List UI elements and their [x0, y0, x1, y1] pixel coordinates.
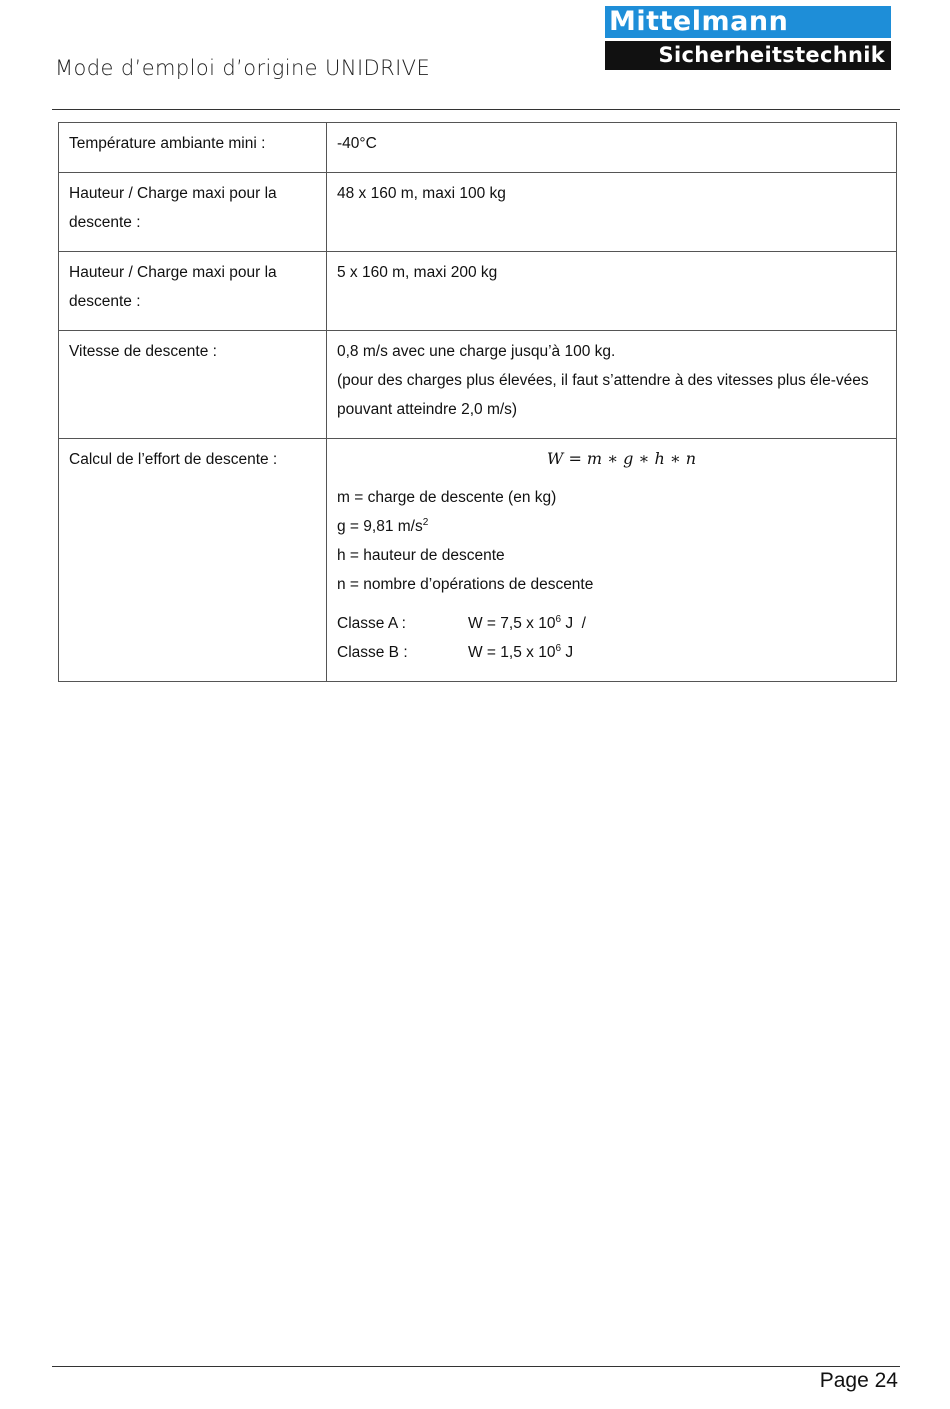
row-label: Hauteur / Charge maxi pour la descente : [59, 252, 327, 331]
class-b-unit: J [561, 644, 574, 661]
logo-bottom-text: Sicherheitstechnik [605, 41, 891, 70]
class-a-unit: J / [561, 615, 586, 632]
row-label: Calcul de l’effort de descente : [59, 439, 327, 682]
class-a-row [337, 609, 886, 638]
row-label: Vitesse de descente : [59, 331, 327, 439]
row-label: Hauteur / Charge maxi pour la descente : [59, 173, 327, 252]
specification-table [58, 122, 897, 682]
table-row [59, 173, 897, 252]
row-value [327, 331, 897, 439]
class-b-label: Classe B : [337, 644, 408, 661]
speed-value: 0,8 m/s avec une charge jusqu’à 100 kg. [337, 343, 616, 360]
row-label: Température ambiante mini : [59, 123, 327, 173]
definition-g-text: g = 9,81 m/s [337, 518, 423, 535]
page-number: Page 24 [819, 1369, 898, 1392]
class-b-base: W = 1,5 x 10 [468, 644, 556, 661]
definition-h: h = hauteur de descente [337, 547, 505, 564]
class-a-base: W = 7,5 x 10 [468, 615, 556, 632]
speed-note: (pour des charges plus élevées, il faut s’attendre à des vitesses plus éle-vées pouvant atteindre 2,0 m/s) [337, 372, 869, 418]
class-list [337, 609, 886, 667]
class-a-label: Classe A : [337, 615, 406, 632]
definition-g [337, 512, 886, 541]
formula: W = m ∗ g ∗ h ∗ n [546, 449, 697, 468]
class-b-exponent: 6 [555, 643, 562, 654]
class-b-row [337, 638, 886, 667]
table-row [59, 439, 897, 682]
definition-g-exponent: 2 [422, 517, 429, 528]
table-row [59, 123, 897, 173]
class-a-value [468, 609, 586, 638]
table-row [59, 331, 897, 439]
document-title: Mode d’emploi d’origine UNIDRIVE [55, 56, 431, 80]
row-value: 5 x 160 m, maxi 200 kg [327, 252, 897, 331]
mittelmann-logo [605, 6, 891, 70]
class-b-value [468, 638, 573, 667]
definition-n: n = nombre d’opérations de descente [337, 576, 594, 593]
row-value: 48 x 160 m, maxi 100 kg [327, 173, 897, 252]
class-a-exponent: 6 [555, 614, 562, 625]
header-divider [52, 109, 900, 110]
footer-divider [52, 1366, 900, 1367]
row-value: -40°C [327, 123, 897, 173]
logo-top-text: Mittelmann [605, 6, 891, 38]
calc-cell [327, 439, 897, 682]
definition-m: m = charge de descente (en kg) [337, 489, 557, 506]
table-row [59, 252, 897, 331]
